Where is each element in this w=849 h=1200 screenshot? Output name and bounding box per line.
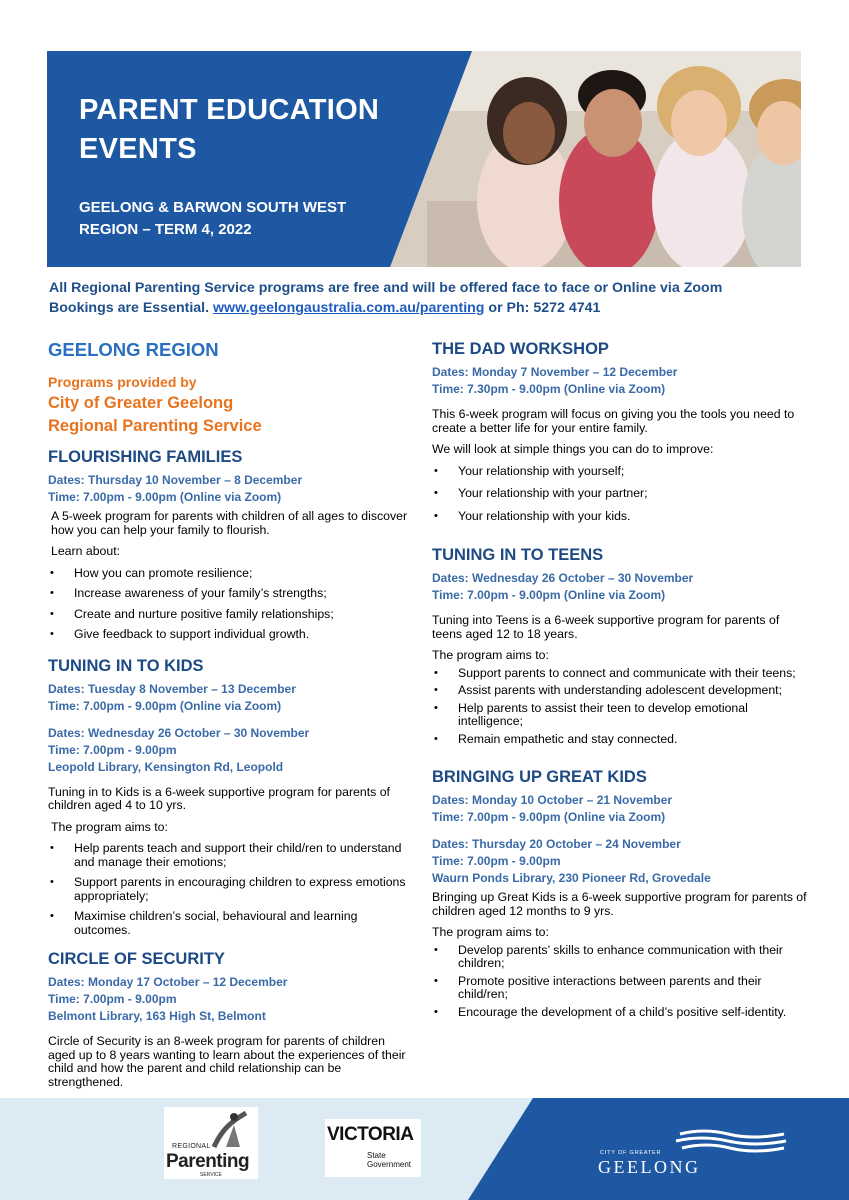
dad-session: [432, 364, 812, 398]
page-subtitle-line-1: GEELONG & BARWON SOUTH WEST: [79, 199, 347, 216]
flourishing-dates-text: Dates: Thursday 10 November – 8 December: [48, 473, 303, 487]
parent-child-figure-icon: [204, 1109, 256, 1149]
list-item: • Promote positive interactions between parents and their child/ren;: [432, 975, 812, 1002]
geelong-city-of-greater-text: CITY OF GREATER: [600, 1150, 662, 1156]
intro-text: [49, 278, 809, 318]
kids-dates-2: Dates: Wednesday 26 October – 30 November: [48, 725, 310, 740]
page-title: [79, 91, 379, 169]
dad-bullet-list: [432, 465, 812, 524]
geelong-waves-icon: [674, 1128, 788, 1156]
program-title-circle-of-security: CIRCLE OF SECURITY: [48, 950, 225, 968]
dad-time: Time: 7.30pm - 9.00pm (Online via Zoom): [432, 382, 666, 396]
provider-name-line-2: Regional Parenting Service: [48, 417, 262, 435]
rps-regional-text: REGIONAL: [172, 1143, 211, 1150]
list-item: • Your relationship with yourself;: [432, 465, 812, 479]
regional-parenting-service-logo: [164, 1107, 258, 1179]
security-session: [48, 974, 408, 1025]
page-title-line-2: EVENTS: [79, 133, 197, 165]
program-title-dad-workshop: THE DAD WORKSHOP: [432, 340, 609, 358]
dad-description: This 6-week program will focus on giving you the tools you need to create a better life for your entire family.: [432, 407, 795, 435]
bookings-label: Bookings are Essential.: [49, 300, 214, 316]
list-item: • Develop parents’ skills to enhance communication with their children;: [432, 944, 812, 971]
provider-name-line-1: City of Greater Geelong: [48, 394, 234, 412]
list-item: • How you can promote resilience;: [48, 567, 408, 581]
flourishing-description: A 5-week program for parents with children of all ages to discover how you can help your family to flourish.: [51, 509, 408, 537]
great-kids-location-2: Waurn Ponds Library, 230 Pioneer Rd, Grovedale: [432, 871, 711, 885]
great-kids-session-1: [432, 792, 812, 826]
kids-session-1: [48, 681, 408, 715]
page-subtitle-line-2: REGION – TERM 4, 2022: [79, 221, 252, 238]
great-kids-session-2: [432, 836, 812, 887]
kids-time-1: Time: 7.00pm - 9.00pm (Online via Zoom): [48, 698, 282, 713]
rps-parenting-text: Parenting: [166, 1151, 250, 1172]
victoria-government-text: Government: [367, 1160, 412, 1169]
kids-bullet-list: [48, 842, 408, 937]
victoria-wordmark: VICTORIA: [327, 1124, 414, 1145]
flourishing-time-text: Time: 7.00pm - 9.00pm (Online via Zoom): [48, 490, 282, 504]
security-dates: Dates: Monday 17 October – 12 December: [48, 975, 288, 989]
great-kids-dates-1: Dates: Monday 10 October – 21 November: [432, 793, 673, 807]
list-item: • Support parents to connect and communicate with their teens;: [432, 667, 812, 681]
kids-location-2: Leopold Library, Kensington Rd, Leopold: [48, 759, 284, 774]
program-title-flourishing-families: FLOURISHING FAMILIES: [48, 448, 243, 466]
security-time: Time: 7.00pm - 9.00pm: [48, 992, 177, 1006]
rps-service-text: SERVICE: [200, 1172, 222, 1178]
teens-time: Time: 7.00pm - 9.00pm (Online via Zoom): [432, 588, 666, 602]
kids-dates-1: Dates: Tuesday 8 November – 13 December: [48, 681, 296, 696]
page-title-line-1: PARENT EDUCATION: [79, 94, 380, 126]
list-item: • Help parents to assist their teen to develop emotional intelligence;: [432, 702, 812, 729]
great-kids-time-2: Time: 7.00pm - 9.00pm: [432, 854, 561, 868]
victoria-state-government-logo: [325, 1119, 421, 1177]
teens-session: [432, 570, 812, 604]
list-item: • Give feedback to support individual growth.: [48, 628, 408, 642]
page-subtitle: [79, 197, 346, 241]
great-kids-description: Bringing up Great Kids is a 6-week supportive program for parents of children aged 12 months to 9 yrs.: [432, 890, 807, 918]
list-item: • Maximise children’s social, behavioural and learning outcomes.: [48, 910, 408, 937]
list-item: • Remain empathetic and stay connected.: [432, 733, 812, 747]
provider-block: [48, 372, 408, 438]
great-kids-dates-2: Dates: Thursday 20 October – 24 November: [432, 837, 681, 851]
flourishing-dates: [48, 472, 408, 506]
teens-aims-label: The program aims to:: [432, 648, 549, 662]
teens-description: Tuning into Teens is a 6-week supportive program for parents of teens aged 12 to 18 years.: [432, 613, 780, 641]
security-description: Circle of Security is an 8-week program for parents of children aged up to 8 years wanting to learn about the experiences of their child and how the parent and child relationship can be strengthened.: [48, 1034, 406, 1089]
great-kids-aims-label: The program aims to:: [432, 925, 549, 939]
list-item: • Support parents in encouraging children to express emotions appropriately;: [48, 876, 408, 903]
phone-text: or Ph: 5272 4741: [484, 300, 601, 316]
region-title: GEELONG REGION: [48, 339, 219, 360]
parenting-link[interactable]: www.geelongaustralia.com.au/parenting: [213, 300, 485, 316]
great-kids-time-1: Time: 7.00pm - 9.00pm (Online via Zoom): [432, 810, 666, 824]
dad-dates: Dates: Monday 7 November – 12 December: [432, 365, 678, 379]
list-item: • Your relationship with your partner;: [432, 487, 812, 501]
program-title-tuning-in-to-teens: TUNING IN TO TEENS: [432, 546, 604, 564]
list-item: • Your relationship with your kids.: [432, 510, 812, 524]
intro-line-2: [49, 298, 809, 318]
intro-line-1: All Regional Parenting Service programs are free and will be offered face to face or Online via Zoom: [49, 280, 723, 296]
security-location: Belmont Library, 163 High St, Belmont: [48, 1009, 266, 1023]
kids-description: Tuning in to Kids is a 6-week supportive program for parents of children aged 4 to 10 yrs.: [48, 784, 390, 812]
victoria-state-text: State: [367, 1151, 386, 1160]
header-banner: [47, 51, 801, 267]
great-kids-bullet-list: [432, 944, 812, 1020]
list-item: • Increase awareness of your family’s strengths;: [48, 587, 408, 601]
program-title-bringing-up-great-kids: BRINGING UP GREAT KIDS: [432, 768, 647, 786]
footer: [0, 1098, 849, 1200]
kids-time-2: Time: 7.00pm - 9.00pm: [48, 742, 177, 757]
kids-session-2: [48, 725, 408, 776]
list-item: • Assist parents with understanding adolescent development;: [432, 684, 812, 698]
provided-by-label: Programs provided by: [48, 374, 197, 390]
flourishing-learn-about: Learn about:: [51, 544, 121, 558]
kids-aims-label: The program aims to:: [51, 819, 168, 834]
program-title-tuning-in-to-kids: TUNING IN TO KIDS: [48, 656, 204, 675]
list-item: • Create and nurture positive family relationships;: [48, 608, 408, 622]
left-column: [48, 338, 408, 1097]
dad-intro: We will look at simple things you can do to improve:: [432, 442, 714, 456]
list-item: • Encourage the development of a child’s positive self-identity.: [432, 1006, 812, 1020]
teens-bullet-list: [432, 667, 812, 747]
flourishing-bullet-list: [48, 567, 408, 642]
list-item: • Help parents teach and support their child/ren to understand and manage their emotions;: [48, 842, 408, 869]
teens-dates: Dates: Wednesday 26 October – 30 November: [432, 571, 694, 585]
right-column: [432, 338, 812, 1025]
city-of-greater-geelong-logo: [598, 1128, 788, 1180]
geelong-wordmark: GEELONG: [598, 1157, 701, 1177]
